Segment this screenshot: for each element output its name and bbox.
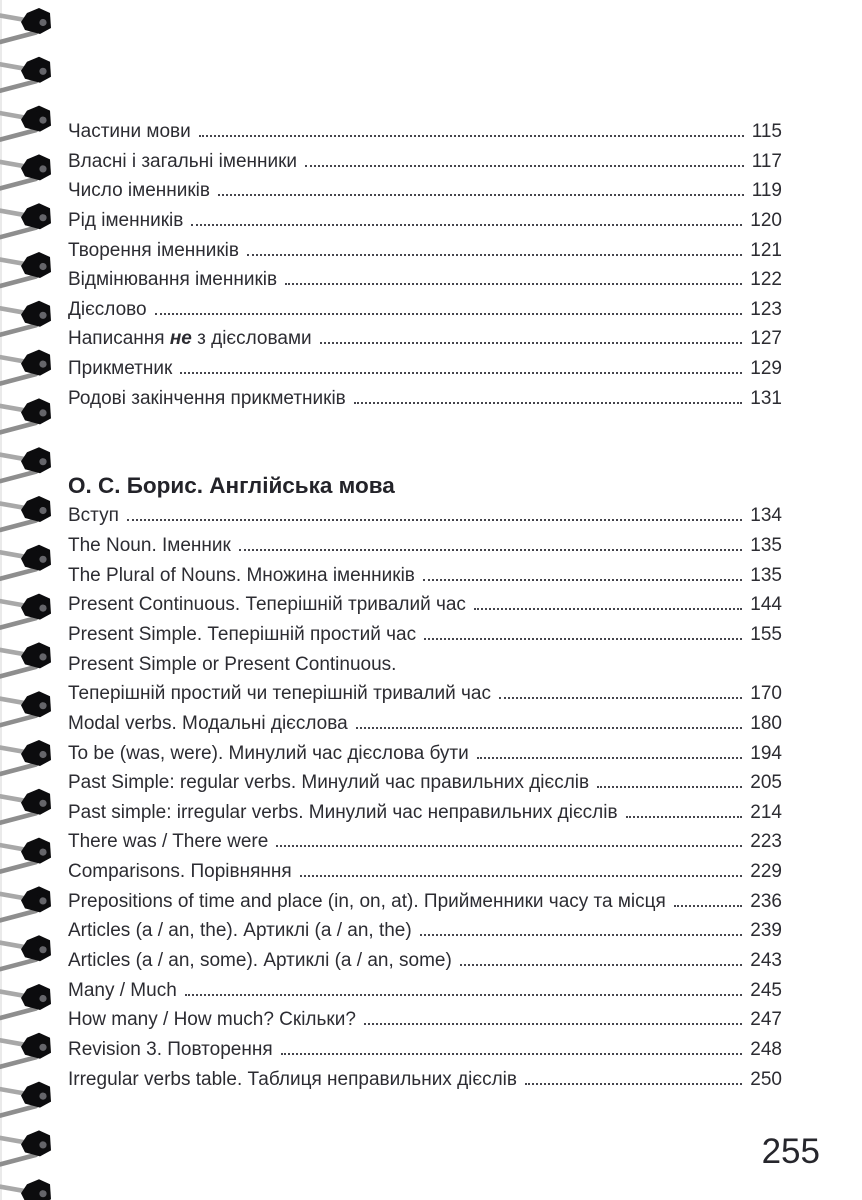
spiral-coil-icon [0, 8, 51, 42]
toc-entry [68, 620, 782, 650]
table-of-contents [68, 117, 782, 1094]
toc-entry-title: Past Simple: regular verbs. Минулий час правильних дієслів [68, 772, 590, 794]
spiral-coil-icon [0, 545, 51, 579]
toc-entry [68, 176, 782, 206]
toc-entry [68, 1035, 782, 1065]
page-number: 255 [761, 1132, 820, 1171]
toc-page-number: 131 [750, 387, 782, 409]
dotted-leader [597, 786, 742, 788]
dotted-leader [626, 816, 743, 818]
toc-page-number: 155 [750, 623, 782, 645]
dotted-leader [356, 727, 743, 729]
toc-section-english [68, 501, 782, 1094]
toc-page-number: 135 [750, 564, 782, 586]
spiral-coil-icon [0, 57, 51, 91]
toc-entry-title: Власні і загальні іменники [68, 150, 298, 172]
toc-entry [68, 916, 782, 946]
spiral-coil-icon [0, 398, 51, 432]
spiral-coil-icon [0, 154, 51, 188]
toc-page-number: 119 [751, 180, 782, 202]
toc-entry-title: Дієслово [68, 298, 147, 320]
dotted-leader [474, 608, 742, 610]
toc-page-number: 229 [750, 861, 782, 883]
spiral-coil-icon [0, 447, 51, 481]
toc-page-number: 134 [750, 505, 782, 527]
dotted-leader [354, 402, 743, 404]
toc-entry [68, 324, 782, 354]
dotted-leader [276, 845, 742, 847]
spiral-coil-icon [0, 301, 51, 335]
dotted-leader [364, 1023, 742, 1025]
toc-entry [68, 976, 782, 1006]
spiral-binding [0, 0, 62, 1200]
toc-entry [68, 739, 782, 769]
toc-entry-title: Present Continuous. Теперішній тривалий час [68, 594, 466, 616]
toc-page-number: 239 [750, 920, 782, 942]
toc-entry-title: Відмінювання іменників [68, 269, 278, 291]
toc-page-number: 223 [750, 831, 782, 853]
toc-page-number: 180 [750, 712, 782, 734]
toc-entry [68, 354, 782, 384]
toc-page-number: 115 [751, 121, 782, 142]
toc-entry-title: Modal verbs. Модальні дієслова [68, 712, 348, 734]
toc-entry-title: Many / Much [68, 979, 177, 1001]
toc-entry-title: Частини мови [68, 121, 191, 142]
toc-page-number: 205 [750, 772, 782, 794]
dotted-leader [191, 224, 742, 226]
toc-page-number: 127 [750, 328, 782, 350]
toc-entry-title: Articles (a / an, the). Артиклі (a / an, the) [68, 920, 412, 942]
spiral-coil-icon [0, 691, 51, 725]
toc-entry [68, 147, 782, 177]
toc-entry [68, 265, 782, 295]
toc-page-number: 129 [750, 358, 782, 380]
spiral-coil-icon [0, 984, 51, 1018]
toc-entry [68, 561, 782, 591]
toc-entry [68, 590, 782, 620]
toc-entry-title: How many / How much? Скільки? [68, 1009, 356, 1031]
dotted-leader [180, 372, 742, 374]
toc-entry [68, 946, 782, 976]
toc-entry [68, 887, 782, 917]
dotted-leader [423, 579, 742, 581]
toc-page-number: 121 [750, 239, 782, 261]
toc-page-number: 123 [750, 298, 782, 320]
spiral-coil-icon [0, 350, 51, 384]
toc-entry-title: Число іменників [68, 180, 210, 202]
dotted-leader [285, 283, 742, 285]
toc-entry-title: Present Simple. Теперішній простий час [68, 623, 417, 645]
toc-entry [68, 206, 782, 236]
toc-entry-title: Вступ [68, 505, 119, 527]
toc-entry [68, 798, 782, 828]
dotted-leader [424, 638, 742, 640]
toc-entry [68, 650, 782, 680]
toc-entry [68, 1065, 782, 1095]
spiral-coil-icon [0, 838, 51, 872]
dotted-leader [477, 757, 743, 759]
toc-entry [68, 679, 782, 709]
spiral-coil-icon [0, 496, 51, 530]
toc-page-number: 247 [750, 1009, 782, 1031]
toc-page-number: 120 [750, 209, 782, 231]
toc-entry [68, 384, 782, 414]
dotted-leader [460, 964, 743, 966]
toc-entry [68, 531, 782, 561]
spiral-coil-icon [0, 935, 51, 969]
toc-page-number: 194 [750, 742, 782, 764]
toc-entry [68, 236, 782, 266]
dotted-leader [305, 165, 744, 167]
dotted-leader [420, 934, 743, 936]
toc-entry-title: Написання не з дієсловами [68, 328, 312, 350]
spiral-coil-icon [0, 1033, 51, 1067]
dotted-leader [320, 342, 743, 344]
toc-entry-title: Comparisons. Порівняння [68, 861, 292, 883]
toc-entry-title: Irregular verbs table. Таблиця неправильних дієслів [68, 1068, 517, 1090]
spiral-coil-icon [0, 106, 51, 140]
section-heading: О. С. Борис. Англійська мова [68, 473, 395, 499]
toc-entry-title: Past simple: irregular verbs. Минулий час неправильних дієслів [68, 801, 618, 823]
spiral-coil-icon [0, 740, 51, 774]
toc-entry [68, 1005, 782, 1035]
toc-page-number: 250 [750, 1068, 782, 1090]
dotted-leader [199, 135, 744, 137]
dotted-leader [127, 519, 742, 521]
toc-page-number: 122 [750, 269, 782, 291]
toc-entry [68, 827, 782, 857]
toc-entry-title: Рід іменників [68, 209, 184, 231]
toc-page-number: 236 [750, 890, 782, 912]
toc-page-number: 135 [750, 535, 782, 557]
toc-entry-title: Теперішній простий чи теперішній тривалий час [68, 683, 491, 705]
toc-entry-title: To be (was, were). Минулий час дієслова бути [68, 742, 469, 764]
spiral-coil-icon [0, 252, 51, 286]
toc-entry-title: Прикметник [68, 358, 173, 380]
toc-entry-title: Творення іменників [68, 239, 239, 261]
spiral-coil-icon [0, 1082, 51, 1116]
toc-page-number: 248 [750, 1038, 782, 1060]
toc-page-number: 245 [750, 979, 782, 1001]
toc-entry [68, 295, 782, 325]
toc-page-number: 117 [751, 150, 782, 172]
dotted-leader [155, 313, 743, 315]
dotted-leader [185, 994, 743, 996]
spiral-coil-icon [0, 642, 51, 676]
spiral-coil-icon [0, 1130, 51, 1164]
spiral-coil-icon [0, 203, 51, 237]
spiral-coil-icon [0, 1179, 51, 1200]
dotted-leader [218, 194, 744, 196]
toc-entry-title: The Plural of Nouns. Множина іменників [68, 564, 415, 586]
spiral-coil-icon [0, 594, 51, 628]
toc-page-number: 243 [750, 950, 782, 972]
toc-entry-title: Present Simple or Present Continuous. [68, 653, 397, 675]
dotted-leader [247, 254, 742, 256]
spiral-coil-icon [0, 886, 51, 920]
dotted-leader [525, 1083, 742, 1085]
toc-page-number: 170 [750, 683, 782, 705]
toc-entry-title: Revision 3. Повторення [68, 1038, 273, 1060]
toc-page-number: 214 [750, 801, 782, 823]
toc-entry-title: Prepositions of time and place (in, on, at). Прийменники часу та місця [68, 890, 666, 912]
toc-page-number: 144 [750, 594, 782, 616]
dotted-leader [300, 875, 743, 877]
spiral-coil-icon [0, 789, 51, 823]
dotted-leader [281, 1053, 743, 1055]
toc-entry-title: Родові закінчення прикметників [68, 387, 346, 409]
toc-section-grammar [68, 117, 782, 413]
toc-entry [68, 857, 782, 887]
toc-entry [68, 709, 782, 739]
toc-entry-title: The Noun. Іменник [68, 535, 231, 557]
toc-entry [68, 501, 782, 531]
dotted-leader [499, 697, 742, 699]
dotted-leader [674, 905, 742, 907]
toc-entry [68, 117, 782, 147]
toc-entry-title: There was / There were [68, 831, 269, 853]
toc-entry [68, 768, 782, 798]
dotted-leader [239, 549, 742, 551]
toc-entry-title: Articles (a / an, some). Артиклі (a / an, some) [68, 950, 452, 972]
